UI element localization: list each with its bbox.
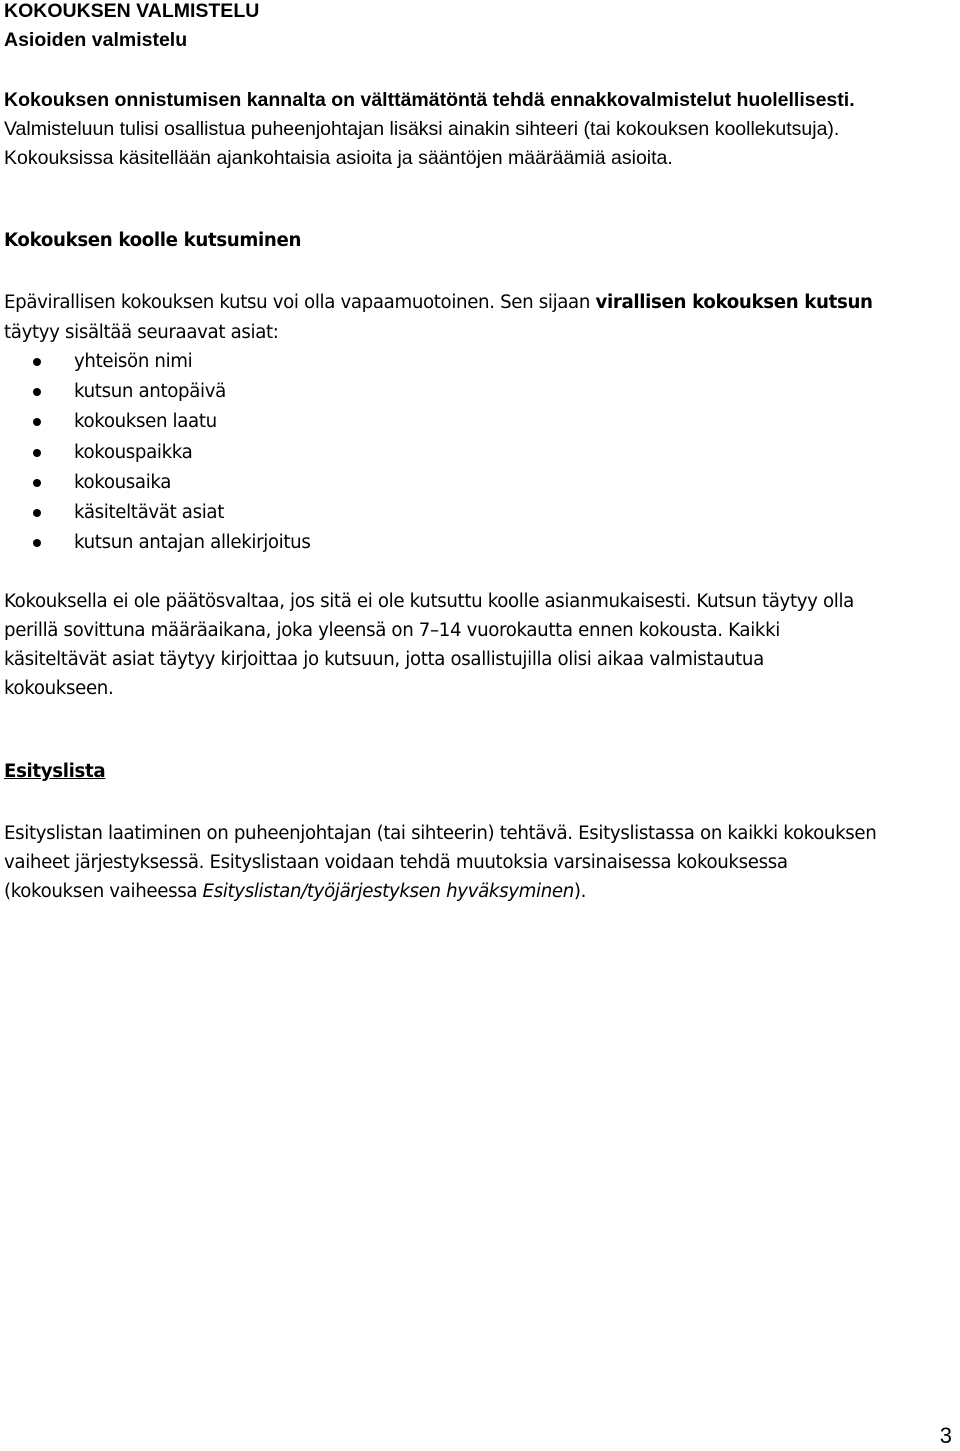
bullet-icon — [33, 449, 41, 457]
list-item — [0, 528, 310, 558]
agenda-line-1: Esityslistan laatiminen on puheenjohtajan (tai sihteerin) tehtävä. Esityslistassa on kaikki kokouksen — [4, 823, 877, 844]
section-heading-invitation: Kokouksen koolle kutsuminen — [4, 230, 302, 251]
validity-line-4: kokoukseen. — [4, 678, 114, 699]
agenda-line-3-start: (kokouksen vaiheessa — [4, 881, 203, 902]
invitation-line-1 — [4, 288, 873, 318]
validity-line-2: perillä sovittuna määräaikana, joka yleensä on 7–14 vuorokautta ennen kokousta. Kaikki — [4, 620, 780, 641]
invitation-line-2: täytyy sisältää seuraavat asiat: — [4, 322, 279, 343]
list-item — [0, 468, 310, 498]
list-item-label: kutsun antajan allekirjoitus — [74, 532, 311, 554]
validity-line-1: Kokouksella ei ole päätösvaltaa, jos sitä ei ole kutsuttu koolle asianmukaisesti. Kutsun täytyy olla — [4, 591, 854, 612]
list-item — [0, 407, 310, 437]
list-item-label: kutsun antopäivä — [74, 381, 226, 403]
list-item-label: yhteisön nimi — [74, 351, 193, 372]
invitation-bold-text: virallisen kokouksen kutsun — [595, 292, 873, 313]
validity-line-3: käsiteltävät asiat täytyy kirjoittaa jo kutsuun, jotta osallistujilla olisi aikaa valmistautua — [4, 649, 764, 670]
list-item — [0, 377, 310, 407]
agenda-line-3 — [4, 877, 876, 906]
invitation-requirements-list — [0, 347, 310, 558]
agenda-line-2: vaiheet järjestyksessä. Esityslistaan voidaan tehdä muutoksia varsinaisessa kokouksessa — [4, 852, 788, 873]
agenda-italic-term: Esityslistan/työjärjestyksen hyväksyminen — [202, 881, 574, 902]
bullet-icon — [33, 388, 41, 396]
invitation-text: Epävirallisen kokouksen kutsu voi olla vapaamuotoinen. Sen sijaan — [4, 292, 596, 313]
bullet-icon — [33, 539, 41, 547]
intro-paragraph — [4, 86, 855, 173]
agenda-paragraph — [4, 819, 876, 906]
bullet-icon — [33, 479, 41, 487]
section-heading-agenda: Esityslista — [4, 761, 106, 782]
list-item — [0, 498, 310, 528]
agenda-line-3-end: ). — [573, 881, 587, 902]
intro-line-1: Kokouksen onnistumisen kannalta on välttämätöntä tehdä ennakkovalmistelut huolellisesti. — [4, 89, 855, 111]
intro-line-3: Kokouksissa käsitellään ajankohtaisia asioita ja sääntöjen määräämiä asioita. — [4, 147, 673, 169]
list-item-label: kokousaika — [74, 471, 172, 493]
validity-paragraph — [4, 587, 854, 703]
bullet-icon — [33, 358, 41, 366]
document-title: KOKOUKSEN VALMISTELU — [4, 0, 260, 22]
list-item-label: kokouksen laatu — [74, 411, 217, 433]
list-item-label: käsiteltävät asiat — [74, 501, 225, 523]
invitation-paragraph — [4, 288, 873, 348]
bullet-icon — [33, 509, 41, 517]
document-subtitle: Asioiden valmistelu — [4, 29, 188, 51]
list-item — [0, 438, 310, 468]
bullet-icon — [33, 418, 41, 426]
list-item-label: kokouspaikka — [74, 441, 193, 463]
intro-line-2: Valmisteluun tulisi osallistua puheenjohtajan lisäksi ainakin sihteeri (tai kokouksen koollekutsuja). — [4, 118, 840, 140]
list-item — [0, 347, 310, 377]
page-number: 3 — [939, 1423, 952, 1448]
